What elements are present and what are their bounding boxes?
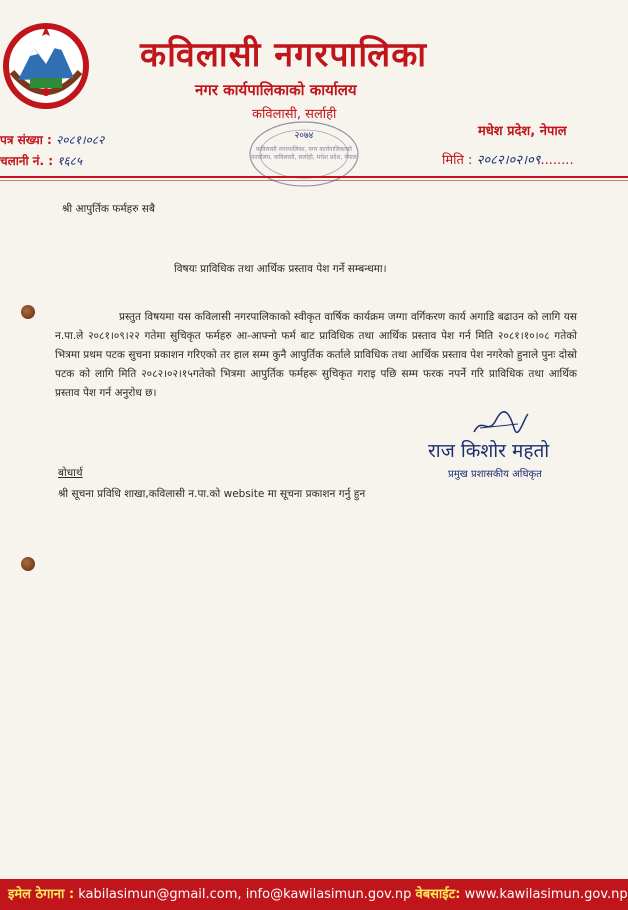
header-divider — [0, 176, 628, 178]
signatory-name: राज किशोर महतो — [428, 440, 550, 462]
reference-number: पत्र संख्या : २०८१।०८२ — [0, 133, 105, 147]
punch-hole — [21, 305, 35, 319]
nepal-emblem-icon — [0, 20, 92, 112]
website-link[interactable]: www.kawilasimun.gov.np — [464, 887, 628, 902]
stamp-text: कविलासी नगरपालिका, नगर कार्यपालिकाको कार्यालय, कविलासी, सर्लाही, मधेश प्रदेश, नेपाल — [251, 146, 357, 161]
footer-bar — [0, 879, 628, 910]
letter-body: प्रस्तुत विषयमा यस कविलासी नगरपालिकाको स्वीकृत वार्षिक कार्यक्रम जग्गा वर्गिकरण कार्य अगाडि बढाउन को लागि यस न.पा.ले २०८१।०९।२२ गतेमा सुचिकृत फर्महरु आ-आफ्नो फर्म बाट प्राविधिक तथा आर्थिक प्रस्ताव पेश गर्न मिति २०८१।१०।०८ गतेको भित्रमा प्रथम पटक सुचना प्रकाशन गरिएको तर हाल सम्म कुनै आपुर्तिक कर्ताले प्राविधिक तथा आर्थिक प्रस्ताव पेश नगरेको हुनाले पुनः दोस्रो पटक को लागि मिति २०८२।०२।१५गतेको भित्रमा आपुर्तिक फर्महरू सुचिकृत गराइ पछि सम्म फरक नपर्ने गरि प्राविधिक तथा आर्थिक प्रस्ताव पेश गर्न अनुरोध छ। — [55, 311, 577, 399]
svg-text:२०७४: २०७४ — [294, 131, 314, 141]
municipality-title: कविलासी नगरपालिका — [140, 35, 428, 75]
date-field: मिति : २०८२।०२।०९........ — [442, 153, 574, 168]
punch-hole — [21, 557, 35, 571]
letter-subject: विषयः प्राविधिक तथा आर्थिक प्रस्ताव पेश गर्ने सम्बन्धमा। — [174, 263, 387, 275]
recipient: श्री आपुर्तिक फर्महरु सबै — [62, 203, 155, 215]
province-label: मधेश प्रदेश, नेपाल — [478, 124, 567, 139]
cc-text: श्री सूचना प्रविधि शाखा,कविलासी न.पा.को website मा सूचना प्रकाशन गर्नु हुन — [58, 488, 366, 500]
office-address: कविलासी, सर्लाही — [252, 107, 337, 122]
email-addresses[interactable]: kabilasimun@gmail.com, info@kawilasimun.gov.np — [78, 887, 412, 902]
header-divider-thin — [0, 180, 628, 181]
cc-label: बोधार्थ — [58, 467, 83, 479]
website-label: वेबसाईट: — [415, 887, 461, 902]
email-label: इमेल ठेगाना : — [8, 887, 75, 902]
office-subtitle: नगर कार्यपालिकाको कार्यालय — [195, 81, 357, 99]
dispatch-number: चलानी नं. : १६८५ — [0, 154, 83, 168]
signatory-title: प्रमुख प्रशासकीय अधिकृत — [448, 469, 542, 480]
